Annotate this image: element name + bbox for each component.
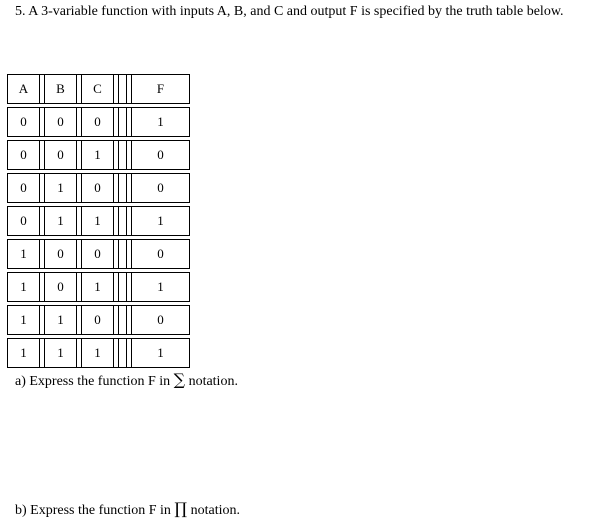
table-header-row: [8, 75, 190, 104]
part-b-question: [15, 499, 240, 519]
cell-a: 1: [8, 273, 40, 302]
sigma-symbol: ∑: [173, 370, 186, 389]
cell-b: 0: [45, 141, 77, 170]
table-row: [8, 339, 190, 368]
cell-a: 0: [8, 207, 40, 236]
table-row: [8, 240, 190, 269]
cell-f: F: [132, 75, 190, 104]
part-a-question: [15, 370, 238, 390]
cell-c: 0: [82, 240, 114, 269]
cell-b: 1: [45, 306, 77, 335]
cell-blank: [119, 240, 127, 269]
cell-f: 1: [132, 108, 190, 137]
cell-b: 1: [45, 207, 77, 236]
pi-symbol: ∏: [174, 499, 188, 518]
table-row: [8, 273, 190, 302]
cell-f: 0: [132, 174, 190, 203]
cell-f: 0: [132, 240, 190, 269]
table-row: [8, 174, 190, 203]
cell-c: 1: [82, 207, 114, 236]
cell-c: 1: [82, 273, 114, 302]
cell-c: 1: [82, 141, 114, 170]
cell-a: 1: [8, 306, 40, 335]
truth-table: [7, 74, 190, 368]
part-b-suffix: notation.: [187, 503, 241, 518]
cell-a: 0: [8, 141, 40, 170]
cell-c: 0: [82, 108, 114, 137]
cell-f: 0: [132, 306, 190, 335]
table-row: [8, 306, 190, 335]
cell-c: C: [82, 75, 114, 104]
cell-blank: [119, 339, 127, 368]
cell-a: 1: [8, 339, 40, 368]
part-a-suffix: notation.: [185, 374, 238, 389]
cell-a: 0: [8, 174, 40, 203]
cell-blank: [119, 108, 127, 137]
cell-b: 0: [45, 240, 77, 269]
part-b-prefix: b) Express the function F in: [15, 503, 175, 518]
cell-b: 0: [45, 273, 77, 302]
cell-c: 0: [82, 174, 114, 203]
table-row: [8, 207, 190, 236]
cell-f: 0: [132, 141, 190, 170]
cell-blank: [119, 141, 127, 170]
cell-b: 1: [45, 339, 77, 368]
cell-b: B: [45, 75, 77, 104]
table-row: [8, 141, 190, 170]
cell-f: 1: [132, 273, 190, 302]
cell-a: 1: [8, 240, 40, 269]
cell-blank: [119, 306, 127, 335]
cell-f: 1: [132, 207, 190, 236]
cell-c: 0: [82, 306, 114, 335]
cell-blank: [119, 174, 127, 203]
cell-blank: [119, 207, 127, 236]
cell-a: 0: [8, 108, 40, 137]
question-text: 5. A 3-variable function with inputs A, B, and C and output F is specified by the truth table below.: [15, 4, 564, 19]
table-row: [8, 108, 190, 137]
part-a-prefix: a) Express the function F in: [15, 374, 174, 389]
cell-c: 1: [82, 339, 114, 368]
cell-b: 1: [45, 174, 77, 203]
cell-a: A: [8, 75, 40, 104]
cell-b: 0: [45, 108, 77, 137]
cell-blank: [119, 75, 127, 104]
cell-blank: [119, 273, 127, 302]
cell-f: 1: [132, 339, 190, 368]
